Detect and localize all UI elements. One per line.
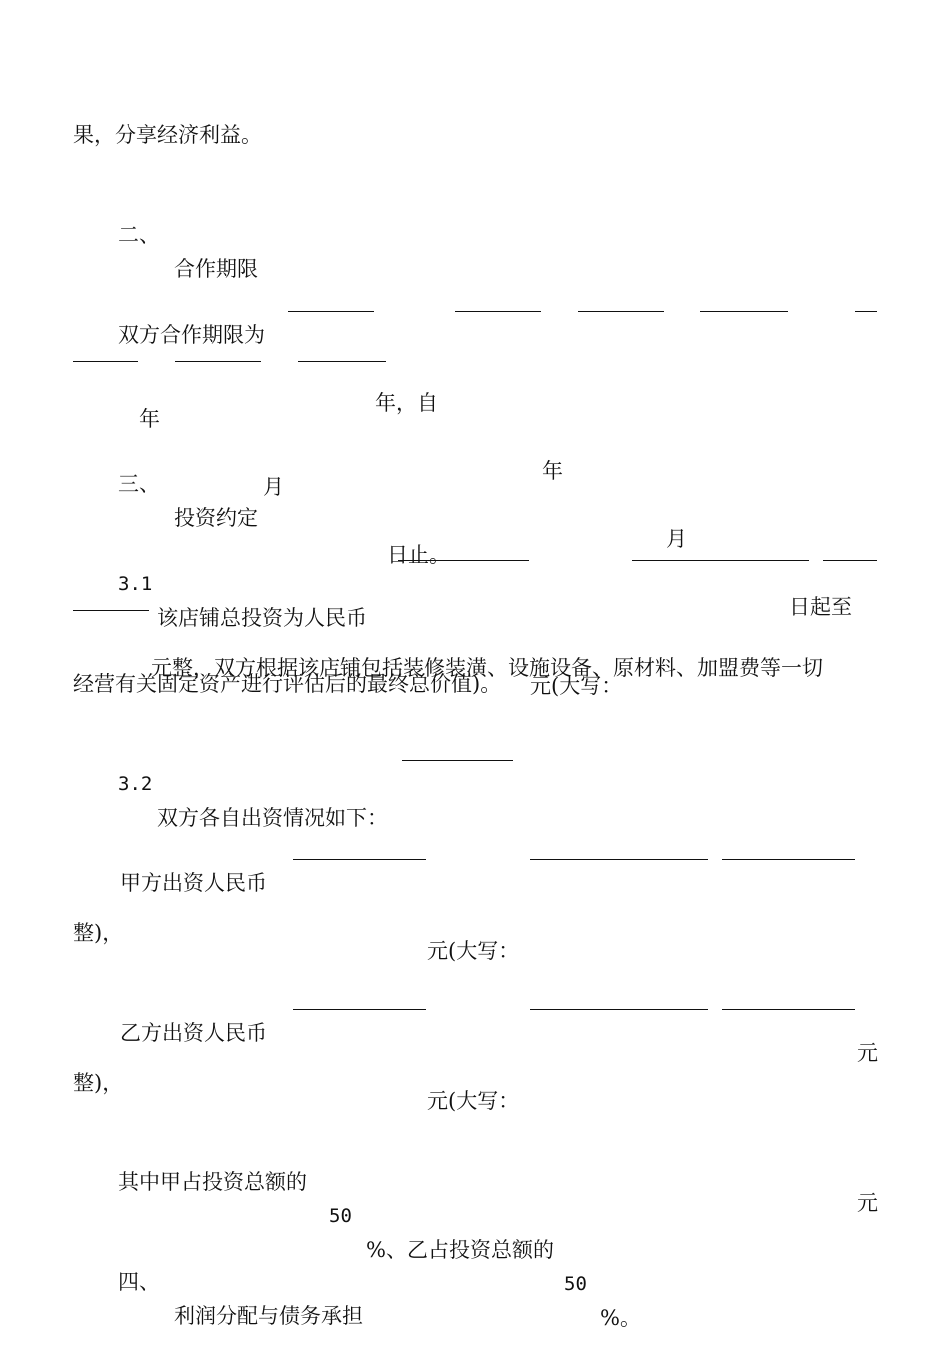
share-value-b: 50 xyxy=(564,1273,587,1295)
blank-years[interactable] xyxy=(288,291,374,312)
section-number: 四、 xyxy=(118,1270,160,1294)
blank-party-b-amount[interactable] xyxy=(293,989,426,1010)
party-b-zheng: 整)， xyxy=(73,1071,124,1095)
blank-start-day[interactable] xyxy=(700,291,788,312)
blank-party-a-words-2[interactable] xyxy=(722,839,855,860)
share-text-1: 其中甲占投资总额的 xyxy=(118,1170,307,1194)
blank-contribution-details[interactable] xyxy=(402,740,513,761)
blank-total-amount-words-1[interactable] xyxy=(632,540,809,561)
term-year: 年 xyxy=(542,459,563,483)
term-year-from: 年，自 xyxy=(375,391,438,415)
section-number: 二、 xyxy=(118,223,160,247)
paragraph-end-line xyxy=(0,84,950,147)
term-day-to: 日起至 xyxy=(789,595,852,619)
term-year-2: 年 xyxy=(139,407,160,431)
clause-number: 3.1 xyxy=(118,573,153,595)
share-text-3: %。 xyxy=(600,1306,641,1330)
blank-end-day[interactable] xyxy=(298,341,386,362)
party-b-yuan: 元 xyxy=(857,1191,878,1215)
party-a-yuan-daxie: 元(大写： xyxy=(427,939,520,963)
clause-yuan-daxie: 元(大写： xyxy=(530,674,623,698)
section-heading-2 xyxy=(0,184,950,281)
party-b-yuan-daxie: 元(大写： xyxy=(427,1089,520,1113)
blank-end-month[interactable] xyxy=(175,341,261,362)
blank-end-year-part2[interactable] xyxy=(73,341,138,362)
term-day-end: 日止。 xyxy=(387,543,450,567)
section-heading-3 xyxy=(0,433,950,530)
term-lead: 双方合作期限为 xyxy=(118,323,265,347)
section-title: 利润分配与债务承担 xyxy=(174,1304,363,1328)
section-number: 三、 xyxy=(118,472,160,496)
clause-line-2-text: 元整，双方根据该店铺包括装修装潢、设施设备、原材料、加盟费等一切 xyxy=(151,656,823,680)
clause-line-3-text: 经营有关固定资产进行评估后的最终总价值)。 xyxy=(73,672,502,696)
blank-start-month[interactable] xyxy=(578,291,664,312)
share-value-a: 50 xyxy=(329,1205,352,1227)
clause-text: 双方各自出资情况如下： xyxy=(157,806,388,830)
blank-party-b-words-2[interactable] xyxy=(722,989,855,1010)
blank-party-b-words-1[interactable] xyxy=(530,989,708,1010)
clause-lead: 该店铺总投资为人民币 xyxy=(157,606,367,630)
clause-number: 3.2 xyxy=(118,773,153,795)
blank-total-amount-words-2[interactable] xyxy=(823,540,877,561)
party-b-lead: 乙方出资人民币 xyxy=(120,1021,267,1045)
term-month-2: 月 xyxy=(263,475,284,499)
party-a-line-2 xyxy=(0,882,950,945)
blank-total-amount-words-3[interactable] xyxy=(73,590,149,611)
blank-start-year[interactable] xyxy=(455,291,541,312)
blank-party-a-words-1[interactable] xyxy=(530,839,708,860)
party-a-zheng: 整)， xyxy=(73,921,124,945)
party-b-line-2 xyxy=(0,1032,950,1095)
party-a-yuan: 元 xyxy=(857,1041,878,1065)
blank-party-a-amount[interactable] xyxy=(293,839,426,860)
paragraph-end-text: 果，分享经济利益。 xyxy=(73,123,262,147)
blank-end-year-part1[interactable] xyxy=(855,291,877,312)
clause-3-2-line xyxy=(0,733,950,830)
term-month: 月 xyxy=(666,527,687,551)
section-title: 投资约定 xyxy=(174,506,258,530)
section-title: 合作期限 xyxy=(174,257,258,281)
share-text-2: %、乙占投资总额的 xyxy=(366,1238,554,1262)
party-a-lead: 甲方出资人民币 xyxy=(120,871,267,895)
blank-total-amount[interactable] xyxy=(398,540,529,561)
